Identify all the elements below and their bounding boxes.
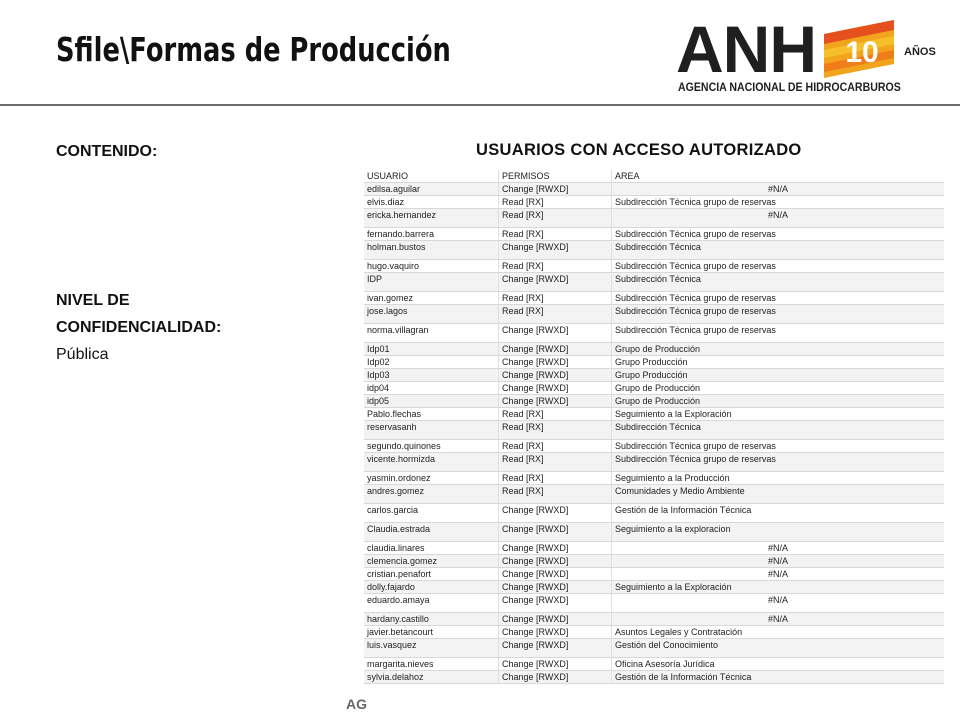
logo-subtitle: AGENCIA NACIONAL DE HIDROCARBUROS [678, 82, 901, 94]
cell-area: Subdirección Técnica grupo de reservas [612, 260, 945, 273]
cell-permisos: Read [RX] [499, 421, 612, 440]
column-header-usuario: USUARIO [364, 170, 499, 183]
cell-usuario: vicente.hormizda [364, 453, 499, 472]
cell-usuario: yasmin.ordonez [364, 472, 499, 485]
cell-area: Grupo de Producción [612, 382, 945, 395]
cell-permisos: Change [RWXD] [499, 542, 612, 555]
cell-usuario: claudia.linares [364, 542, 499, 555]
cell-area: #N/A [612, 594, 945, 613]
cell-permisos: Change [RWXD] [499, 273, 612, 292]
page-title: Sfile\Formas de Producción [56, 30, 451, 69]
cell-area: Subdirección Técnica grupo de reservas [612, 196, 945, 209]
cell-usuario: hardany.castillo [364, 613, 499, 626]
users-table [364, 170, 944, 684]
table-row [364, 421, 944, 440]
table-row [364, 639, 944, 658]
table-row [364, 343, 944, 356]
table-row [364, 209, 944, 228]
cell-usuario: Pablo.flechas [364, 408, 499, 421]
table-row [364, 594, 944, 613]
logo-text: ANH [676, 12, 816, 86]
cell-usuario: javier.betancourt [364, 626, 499, 639]
table-row [364, 292, 944, 305]
table-row [364, 568, 944, 581]
cell-permisos: Change [RWXD] [499, 369, 612, 382]
cell-area: Subdirección Técnica grupo de reservas [612, 292, 945, 305]
cell-area: Subdirección Técnica [612, 421, 945, 440]
cell-area: Gestión de la Información Técnica [612, 504, 945, 523]
table-row [364, 671, 944, 684]
table-row [364, 196, 944, 209]
cell-usuario: fernando.barrera [364, 228, 499, 241]
table-row [364, 369, 944, 382]
cell-area: Seguimiento a la Exploración [612, 581, 945, 594]
cell-usuario: ivan.gomez [364, 292, 499, 305]
cell-permisos: Read [RX] [499, 408, 612, 421]
cell-usuario: eduardo.amaya [364, 594, 499, 613]
cell-area: #N/A [612, 542, 945, 555]
cell-area: Asuntos Legales y Contratación [612, 626, 945, 639]
table-row [364, 626, 944, 639]
cell-area: Subdirección Técnica grupo de reservas [612, 440, 945, 453]
cell-permisos: Change [RWXD] [499, 658, 612, 671]
logo-anos: AÑOS [904, 46, 936, 58]
cell-area: Seguimiento a la exploracion [612, 523, 945, 542]
cell-permisos: Change [RWXD] [499, 523, 612, 542]
cell-permisos: Change [RWXD] [499, 594, 612, 613]
cell-permisos: Change [RWXD] [499, 343, 612, 356]
table-row [364, 241, 944, 260]
cell-usuario: norma.villagran [364, 324, 499, 343]
cell-area: Subdirección Técnica [612, 241, 945, 260]
cell-permisos: Read [RX] [499, 228, 612, 241]
cell-permisos: Read [RX] [499, 260, 612, 273]
cell-permisos: Change [RWXD] [499, 241, 612, 260]
table-row [364, 613, 944, 626]
cell-permisos: Read [RX] [499, 305, 612, 324]
cell-area: #N/A [612, 568, 945, 581]
table-row [364, 356, 944, 369]
cell-usuario: segundo.quinones [364, 440, 499, 453]
cell-usuario: hugo.vaquiro [364, 260, 499, 273]
table-row [364, 273, 944, 292]
cell-permisos: Change [RWXD] [499, 504, 612, 523]
cell-area: Seguimiento a la Exploración [612, 408, 945, 421]
cell-usuario: margarita.nieves [364, 658, 499, 671]
cell-area: #N/A [612, 555, 945, 568]
cell-permisos: Change [RWXD] [499, 581, 612, 594]
cell-area: Subdirección Técnica grupo de reservas [612, 228, 945, 241]
logo-anniversary-number: 10 [845, 36, 879, 69]
cell-permisos: Change [RWXD] [499, 356, 612, 369]
cell-permisos: Read [RX] [499, 453, 612, 472]
cell-permisos: Change [RWXD] [499, 324, 612, 343]
cell-area: Grupo Producción [612, 356, 945, 369]
cell-usuario: dolly.fajardo [364, 581, 499, 594]
cell-area: Comunidades y Medio Ambiente [612, 485, 945, 504]
cell-usuario: IDP [364, 273, 499, 292]
cell-permisos: Read [RX] [499, 196, 612, 209]
cell-area: Subdirección Técnica grupo de reservas [612, 305, 945, 324]
cell-permisos: Read [RX] [499, 472, 612, 485]
table-row [364, 485, 944, 504]
cell-area: Grupo de Producción [612, 343, 945, 356]
table-row [364, 183, 944, 196]
cell-usuario: clemencia.gomez [364, 555, 499, 568]
table-row [364, 260, 944, 273]
cell-area: Oficina Asesoría Jurídica [612, 658, 945, 671]
cell-usuario: luis.vasquez [364, 639, 499, 658]
table-row [364, 440, 944, 453]
cell-permisos: Read [RX] [499, 440, 612, 453]
cell-usuario: Claudia.estrada [364, 523, 499, 542]
table-heading: USUARIOS CON ACCESO AUTORIZADO [476, 141, 802, 159]
table-row [364, 228, 944, 241]
cell-area: #N/A [612, 613, 945, 626]
cell-area: #N/A [612, 209, 945, 228]
cell-usuario: ericka.hernandez [364, 209, 499, 228]
cell-usuario: jose.lagos [364, 305, 499, 324]
cell-usuario: holman.bustos [364, 241, 499, 260]
nivel-label-line2: CONFIDENCIALIDAD: [56, 319, 222, 336]
cell-area: Gestión del Conocimiento [612, 639, 945, 658]
cell-area: Seguimiento a la Producción [612, 472, 945, 485]
table-row [364, 324, 944, 343]
cell-usuario: idp05 [364, 395, 499, 408]
column-header-permisos: PERMISOS [499, 170, 612, 183]
cell-usuario: Idp01 [364, 343, 499, 356]
cell-usuario: carlos.garcia [364, 504, 499, 523]
contenido-label: CONTENIDO: [56, 143, 158, 160]
table-row [364, 581, 944, 594]
cell-usuario: elvis.diaz [364, 196, 499, 209]
cell-permisos: Read [RX] [499, 209, 612, 228]
footer-partial-text: AG [346, 696, 367, 712]
cell-area: Grupo de Producción [612, 395, 945, 408]
cell-usuario: reservasanh [364, 421, 499, 440]
cell-area: Gestión de la Información Técnica [612, 671, 945, 684]
cell-area: Subdirección Técnica [612, 273, 945, 292]
nivel-label-line1: NIVEL DE [56, 292, 130, 309]
cell-usuario: Idp02 [364, 356, 499, 369]
cell-usuario: andres.gomez [364, 485, 499, 504]
table-row [364, 658, 944, 671]
cell-permisos: Read [RX] [499, 485, 612, 504]
table-row [364, 395, 944, 408]
cell-permisos: Change [RWXD] [499, 555, 612, 568]
cell-usuario: edilsa.aguilar [364, 183, 499, 196]
table-row [364, 523, 944, 542]
cell-usuario: idp04 [364, 382, 499, 395]
table-row [364, 453, 944, 472]
header-divider [0, 104, 960, 106]
cell-usuario: cristian.penafort [364, 568, 499, 581]
cell-usuario: sylvia.delahoz [364, 671, 499, 684]
users-table-body [364, 170, 944, 684]
cell-area: Subdirección Técnica grupo de reservas [612, 324, 945, 343]
cell-area: #N/A [612, 183, 945, 196]
cell-permisos: Read [RX] [499, 292, 612, 305]
table-row [364, 542, 944, 555]
cell-permisos: Change [RWXD] [499, 613, 612, 626]
confidencialidad-value: Pública [56, 346, 109, 363]
table-row [364, 382, 944, 395]
cell-permisos: Change [RWXD] [499, 382, 612, 395]
table-row [364, 472, 944, 485]
anh-logo [672, 14, 942, 104]
anniversary-flag-icon [824, 20, 894, 78]
table-row [364, 408, 944, 421]
cell-permisos: Change [RWXD] [499, 626, 612, 639]
table-row [364, 305, 944, 324]
cell-permisos: Change [RWXD] [499, 568, 612, 581]
column-header-area: AREA [612, 170, 945, 183]
cell-area: Grupo Producción [612, 369, 945, 382]
table-row [364, 504, 944, 523]
table-row [364, 555, 944, 568]
table-header-row [364, 170, 944, 183]
cell-usuario: Idp03 [364, 369, 499, 382]
cell-permisos: Change [RWXD] [499, 183, 612, 196]
cell-permisos: Change [RWXD] [499, 671, 612, 684]
cell-area: Subdirección Técnica grupo de reservas [612, 453, 945, 472]
cell-permisos: Change [RWXD] [499, 395, 612, 408]
cell-permisos: Change [RWXD] [499, 639, 612, 658]
